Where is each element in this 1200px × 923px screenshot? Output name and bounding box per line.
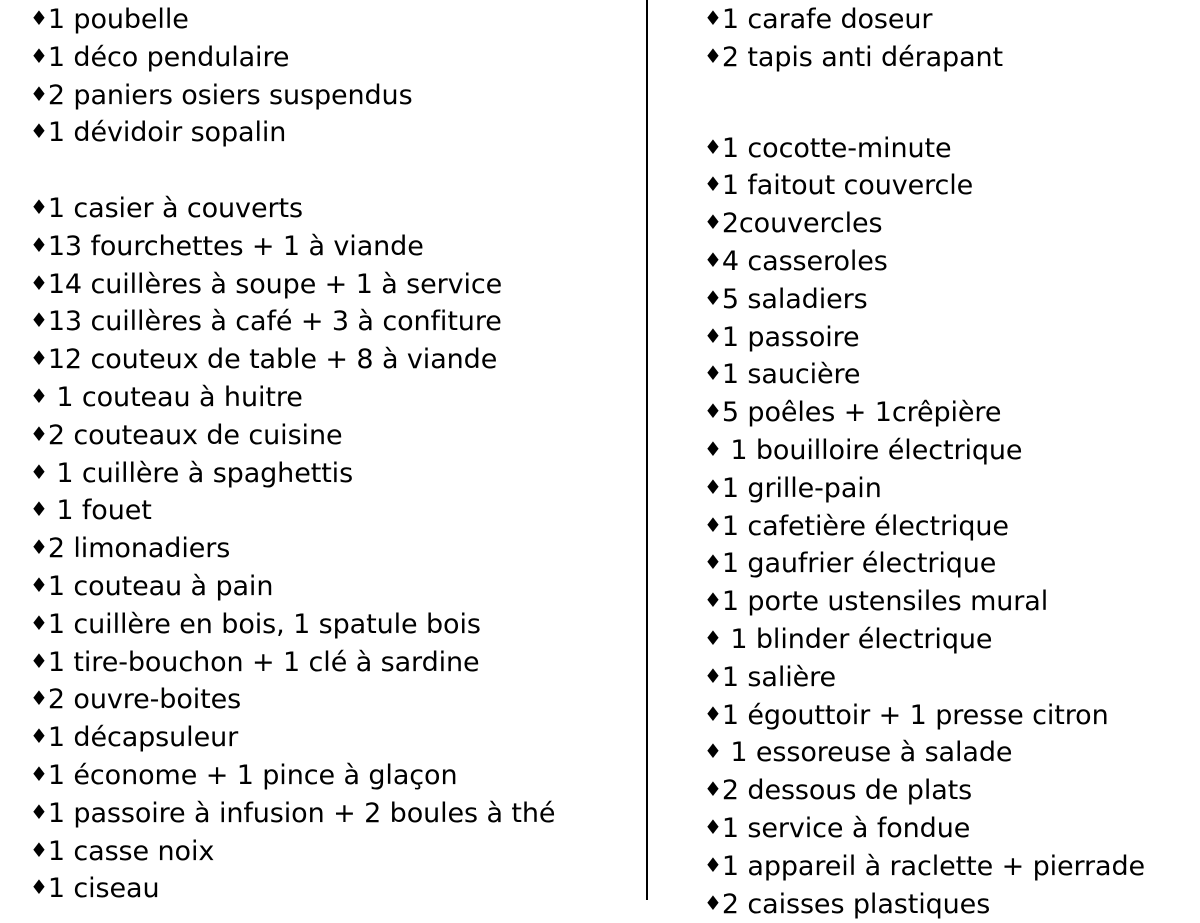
list-item bbox=[30, 756, 646, 794]
diamond-bullet-icon: ♦ bbox=[30, 535, 48, 560]
list-item-label: 1 gaufrier électrique bbox=[721, 548, 997, 580]
list-item bbox=[704, 847, 1200, 885]
diamond-bullet-icon: ♦ bbox=[704, 323, 722, 348]
list-item-label: 14 cuillères à soupe + 1 à service bbox=[47, 268, 503, 300]
list-item-label: 1 décapsuleur bbox=[47, 722, 239, 754]
diamond-bullet-icon: ♦ bbox=[704, 399, 722, 424]
diamond-bullet-icon: ♦ bbox=[704, 474, 722, 499]
list-item bbox=[30, 491, 646, 529]
list-item-label: 13 cuillères à café + 3 à confiture bbox=[47, 306, 502, 338]
blank-line-separator bbox=[30, 151, 646, 189]
list-item bbox=[30, 869, 646, 907]
list-item-label: 2couvercles bbox=[721, 208, 883, 240]
list-item-label: 1 appareil à raclette + pierrade bbox=[721, 850, 1146, 882]
list-item bbox=[704, 280, 1200, 318]
diamond-bullet-icon: ♦ bbox=[704, 663, 722, 688]
diamond-bullet-icon: ♦ bbox=[30, 194, 48, 219]
list-item-label: 1 déco pendulaire bbox=[47, 41, 290, 73]
right-item-list bbox=[704, 0, 1200, 922]
list-item bbox=[30, 113, 646, 151]
list-item bbox=[30, 529, 646, 567]
list-item bbox=[30, 643, 646, 681]
diamond-bullet-icon: ♦ bbox=[30, 837, 48, 862]
list-item-label: 1 passoire bbox=[721, 321, 860, 353]
list-item bbox=[704, 620, 1200, 658]
diamond-bullet-icon: ♦ bbox=[30, 761, 48, 786]
diamond-bullet-icon: ♦ bbox=[30, 6, 48, 30]
diamond-bullet-icon: ♦ bbox=[704, 361, 722, 386]
list-item-label: 5 poêles + 1crêpière bbox=[721, 397, 1002, 429]
diamond-bullet-icon: ♦ bbox=[30, 497, 48, 522]
list-item-label: 4 casseroles bbox=[721, 245, 888, 277]
diamond-bullet-icon: ♦ bbox=[704, 210, 722, 235]
diamond-bullet-icon: ♦ bbox=[30, 232, 48, 257]
diamond-bullet-icon: ♦ bbox=[30, 43, 48, 68]
list-item-label: 13 fourchettes + 1 à viande bbox=[47, 230, 424, 262]
list-item-label: 1 faitout couvercle bbox=[721, 170, 974, 202]
left-item-list bbox=[30, 0, 646, 907]
diamond-bullet-icon: ♦ bbox=[704, 625, 722, 650]
list-item-label: 2 caisses plastiques bbox=[721, 888, 991, 920]
list-item-label: 1 casier à couverts bbox=[47, 192, 303, 224]
diamond-bullet-icon: ♦ bbox=[704, 852, 722, 877]
list-item-label: 1 dévidoir sopalin bbox=[47, 117, 287, 149]
blank-line-separator bbox=[704, 76, 1200, 129]
list-item bbox=[704, 355, 1200, 393]
list-item-label: 5 saladiers bbox=[721, 283, 868, 315]
list-item bbox=[30, 38, 646, 76]
list-item bbox=[704, 658, 1200, 696]
list-item bbox=[704, 129, 1200, 167]
list-item-label: 2 tapis anti dérapant bbox=[721, 41, 1004, 73]
list-item bbox=[30, 0, 646, 38]
list-item-label: 1 couteau à pain bbox=[47, 570, 274, 602]
diamond-bullet-icon: ♦ bbox=[30, 572, 48, 597]
list-item-label: 2 limonadiers bbox=[47, 533, 231, 565]
diamond-bullet-icon: ♦ bbox=[704, 134, 722, 159]
list-item bbox=[30, 189, 646, 227]
list-item-label: 1 économe + 1 pince à glaçon bbox=[47, 759, 458, 791]
list-item-label: 2 couteaux de cuisine bbox=[47, 419, 343, 451]
list-item-label: 1 bouilloire électrique bbox=[721, 434, 1023, 466]
list-item bbox=[704, 242, 1200, 280]
list-item bbox=[30, 416, 646, 454]
list-item bbox=[704, 733, 1200, 771]
list-item-label: 1 tire-bouchon + 1 clé à sardine bbox=[47, 646, 480, 678]
list-item bbox=[30, 794, 646, 832]
list-item-label: 1 fouet bbox=[47, 495, 152, 527]
diamond-bullet-icon: ♦ bbox=[704, 436, 722, 461]
diamond-bullet-icon: ♦ bbox=[704, 739, 722, 764]
list-item-label: 1 égouttoir + 1 presse citron bbox=[721, 699, 1109, 731]
list-item-label: 2 paniers osiers suspendus bbox=[47, 79, 413, 111]
diamond-bullet-icon: ♦ bbox=[704, 588, 722, 613]
list-item bbox=[704, 771, 1200, 809]
list-item bbox=[30, 378, 646, 416]
list-item bbox=[30, 227, 646, 265]
diamond-bullet-icon: ♦ bbox=[30, 308, 48, 333]
diamond-bullet-icon: ♦ bbox=[30, 346, 48, 371]
list-item-label: 1 ciseau bbox=[47, 873, 160, 905]
list-item-label: 1 cuillère en bois, 1 spatule bois bbox=[47, 608, 481, 640]
diamond-bullet-icon: ♦ bbox=[704, 6, 722, 30]
list-item bbox=[704, 204, 1200, 242]
list-item bbox=[704, 507, 1200, 545]
list-item-label: 2 dessous de plats bbox=[721, 775, 973, 807]
diamond-bullet-icon: ♦ bbox=[30, 875, 48, 900]
list-item bbox=[30, 567, 646, 605]
diamond-bullet-icon: ♦ bbox=[30, 799, 48, 824]
list-item-label: 1 porte ustensiles mural bbox=[721, 586, 1049, 618]
diamond-bullet-icon: ♦ bbox=[704, 247, 722, 272]
list-item bbox=[704, 318, 1200, 356]
list-item bbox=[704, 38, 1200, 76]
diamond-bullet-icon: ♦ bbox=[30, 648, 48, 673]
list-item-label: 1 cafetière électrique bbox=[721, 510, 1009, 542]
list-item-label: 1 poubelle bbox=[47, 4, 189, 35]
diamond-bullet-icon: ♦ bbox=[30, 459, 48, 484]
list-item-label: 1 grille-pain bbox=[721, 472, 882, 504]
diamond-bullet-icon: ♦ bbox=[30, 610, 48, 635]
list-item-label: 1 salière bbox=[721, 661, 837, 693]
diamond-bullet-icon: ♦ bbox=[30, 724, 48, 749]
list-item bbox=[704, 809, 1200, 847]
diamond-bullet-icon: ♦ bbox=[30, 81, 48, 106]
list-item bbox=[704, 431, 1200, 469]
diamond-bullet-icon: ♦ bbox=[30, 270, 48, 295]
diamond-bullet-icon: ♦ bbox=[30, 421, 48, 446]
list-item-label: 1 blinder électrique bbox=[721, 623, 993, 655]
diamond-bullet-icon: ♦ bbox=[704, 814, 722, 839]
list-item-label: 1 service à fondue bbox=[721, 812, 971, 844]
right-column bbox=[648, 0, 1200, 922]
diamond-bullet-icon: ♦ bbox=[30, 686, 48, 711]
diamond-bullet-icon: ♦ bbox=[704, 172, 722, 197]
list-item bbox=[30, 340, 646, 378]
list-item bbox=[30, 265, 646, 303]
list-item bbox=[704, 393, 1200, 431]
list-item bbox=[30, 605, 646, 643]
diamond-bullet-icon: ♦ bbox=[704, 43, 722, 68]
diamond-bullet-icon: ♦ bbox=[30, 119, 48, 144]
list-item bbox=[30, 454, 646, 492]
list-item-label: 2 ouvre-boites bbox=[47, 684, 242, 716]
list-item bbox=[704, 544, 1200, 582]
list-item-label: 1 cocotte-minute bbox=[721, 132, 952, 164]
list-item-label: 1 essoreuse à salade bbox=[721, 737, 1013, 769]
diamond-bullet-icon: ♦ bbox=[30, 383, 48, 408]
diamond-bullet-icon: ♦ bbox=[704, 285, 722, 310]
list-item bbox=[30, 718, 646, 756]
list-item-label: 1 saucière bbox=[721, 359, 861, 391]
diamond-bullet-icon: ♦ bbox=[704, 550, 722, 575]
list-item bbox=[704, 469, 1200, 507]
list-item bbox=[704, 696, 1200, 734]
list-item bbox=[704, 0, 1200, 38]
list-item bbox=[30, 680, 646, 718]
list-item-label: 1 couteau à huitre bbox=[47, 381, 303, 413]
list-item-label: 1 casse noix bbox=[47, 835, 215, 867]
list-item bbox=[30, 76, 646, 114]
diamond-bullet-icon: ♦ bbox=[704, 890, 722, 915]
diamond-bullet-icon: ♦ bbox=[704, 777, 722, 802]
diamond-bullet-icon: ♦ bbox=[704, 701, 722, 726]
list-item bbox=[30, 832, 646, 870]
list-item-label: 1 carafe doseur bbox=[721, 4, 933, 35]
list-item bbox=[30, 302, 646, 340]
list-item bbox=[704, 582, 1200, 620]
list-item bbox=[704, 885, 1200, 923]
list-item-label: 1 cuillère à spaghettis bbox=[47, 457, 354, 489]
list-item bbox=[704, 166, 1200, 204]
list-item-label: 12 couteux de table + 8 à viande bbox=[47, 344, 498, 376]
list-item-label: 1 passoire à infusion + 2 boules à thé bbox=[47, 797, 556, 829]
diamond-bullet-icon: ♦ bbox=[704, 512, 722, 537]
